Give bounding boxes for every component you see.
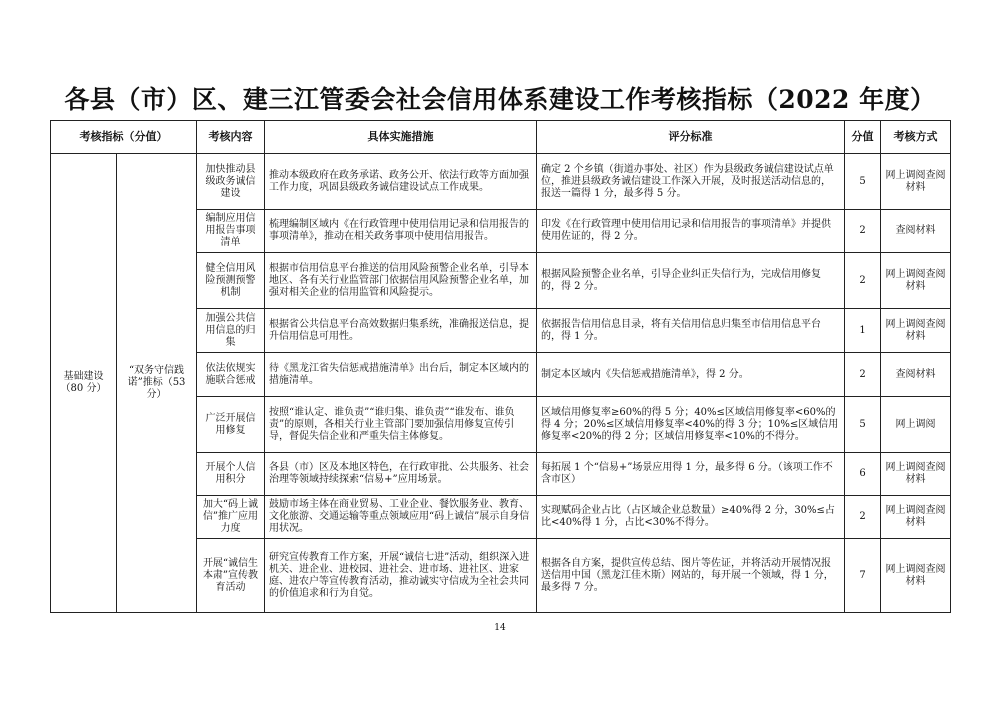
- row-measures: 根据省公共信息平台高效数据归集系统，准确报送信息，提升信用信息可用性。: [265, 309, 537, 353]
- row-method: 网上调阅查阅材料: [881, 539, 951, 613]
- assessment-table: [50, 120, 951, 613]
- row-measures: 按照“谁认定、谁负责”“谁归集、谁负责”“谁发布、谁负责”的原则，各相关行业主管部门要加强信用修复宣传引导，督促失信企业和严重失信主体修复。: [265, 397, 537, 453]
- row-content: 健全信用风险预测预警机制: [197, 253, 265, 309]
- row-content: 开展“诚信生本肃”宣传教育活动: [197, 539, 265, 613]
- row-criteria: 确定 2 个乡镇（街道办事处、社区）作为县级政务诚信建设试点单位，推进县级政务诚信建设工作深入开展，及时报送活动信息的，报送一篇得 1 分，最多得 5 分。: [537, 154, 845, 210]
- row-criteria: 根据风险预警企业名单，引导企业纠正失信行为，完成信用修复的，得 2 分。: [537, 253, 845, 309]
- row-method: 网上调阅查阅材料: [881, 453, 951, 496]
- row-content: 广泛开展信用修复: [197, 397, 265, 453]
- row-measures: 各县（市）区及本地区特色，在行政审批、公共服务、社会治理等领域持续探索“信易+”应用场景。: [265, 453, 537, 496]
- row-content: 加强公共信用信息的归集: [197, 309, 265, 353]
- row-method: 网上调阅查阅材料: [881, 253, 951, 309]
- row-method: 查阅材料: [881, 353, 951, 397]
- row-measures: 研究宣传教育工作方案，开展“诚信七进”活动，组织深入进机关、进企业、进校园、进社会、进市场、进社区、进家庭、进农户等宣传教育活动，推动诚实守信成为全社会共同的价值追求和行为自觉。: [265, 539, 537, 613]
- row-score: 2: [845, 353, 881, 397]
- table-header-row: [51, 121, 951, 154]
- row-measures: 推动本级政府在政务承诺、政务公开、依法行政等方面加强工作力度，巩固县级政务诚信建设试点工作成果。: [265, 154, 537, 210]
- row-criteria: 根据各自方案，提供宣传总结、图片等佐证，并将活动开展情况报送信用中国（黑龙江佳木斯）网站的，每开展一个领域，得 1 分，最多得 7 分。: [537, 539, 845, 613]
- row-measures: 根据市信用信息平台推送的信用风险预警企业名单，引导本地区、各有关行业监管部门依据信用风险预警企业名单，加强对相关企业的信用监管和风险提示。: [265, 253, 537, 309]
- row-score: 2: [845, 210, 881, 253]
- row-method: 网上调阅查阅材料: [881, 309, 951, 353]
- row-score: 7: [845, 539, 881, 613]
- row-content: 开展个人信用积分: [197, 453, 265, 496]
- level2-indicator: “双务守信践诺”推标（53 分）: [117, 154, 197, 613]
- row-criteria: 实现赋码企业占比（占区域企业总数量）≥40%得 2 分，30%≤占比<40%得 1 分，占比<30%不得分。: [537, 496, 845, 539]
- row-score: 5: [845, 397, 881, 453]
- row-method: 查阅材料: [881, 210, 951, 253]
- header-method: 考核方式: [881, 121, 951, 154]
- row-content: 加大“码上诚信”推广应用力度: [197, 496, 265, 539]
- page-title: 各县（市）区、建三江管委会社会信用体系建设工作考核指标（2022 年度）: [64, 85, 936, 114]
- row-content: 加快推动县级政务诚信建设: [197, 154, 265, 210]
- page-number: 14: [494, 623, 506, 633]
- header-criteria: 评分标准: [537, 121, 845, 154]
- header-indicator: 考核指标（分值）: [51, 121, 197, 154]
- row-measures: 鼓励市场主体在商业贸易、工业企业、餐饮服务业、教育、文化旅游、交通运输等重点领域应用“码上诚信”展示自身信用状况。: [265, 496, 537, 539]
- row-criteria: 制定本区域内《失信惩戒措施清单》，得 2 分。: [537, 353, 845, 397]
- row-method: 网上调阅: [881, 397, 951, 453]
- level1-indicator: 基础建设（80 分）: [51, 154, 117, 613]
- table-row: [51, 154, 951, 210]
- row-method: 网上调阅查阅材料: [881, 154, 951, 210]
- header-measures: 具体实施措施: [265, 121, 537, 154]
- row-score: 2: [845, 253, 881, 309]
- row-measures: 待《黑龙江省失信惩戒措施清单》出台后，制定本区域内的措施清单。: [265, 353, 537, 397]
- row-score: 5: [845, 154, 881, 210]
- row-score: 1: [845, 309, 881, 353]
- row-score: 2: [845, 496, 881, 539]
- header-content: 考核内容: [197, 121, 265, 154]
- row-criteria: 印发《在行政管理中使用信用记录和信用报告的事项清单》并提供使用佐证的，得 2 分。: [537, 210, 845, 253]
- row-content: 依法依规实施联合惩戒: [197, 353, 265, 397]
- row-criteria: 依据报告信用信息目录，将有关信用信息归集至市信用信息平台的，得 1 分。: [537, 309, 845, 353]
- row-score: 6: [845, 453, 881, 496]
- row-method: 网上调阅查阅材料: [881, 496, 951, 539]
- row-criteria: 每拓展 1 个“信易+”场景应用得 1 分，最多得 6 分。（该项工作不含市区）: [537, 453, 845, 496]
- row-criteria: 区域信用修复率≥60%的得 5 分；40%≤区域信用修复率<60%的得 4 分；20%≤区域信用修复率<40%的得 3 分；10%≤区域信用修复率<20%的得 2 分；区域信用修复率<10%的不得分。: [537, 397, 845, 453]
- row-measures: 梳理编制区域内《在行政管理中使用信用记录和信用报告的事项清单》，推动在相关政务事项中使用信用报告。: [265, 210, 537, 253]
- row-content: 编制应用信用报告事项清单: [197, 210, 265, 253]
- header-score: 分值: [845, 121, 881, 154]
